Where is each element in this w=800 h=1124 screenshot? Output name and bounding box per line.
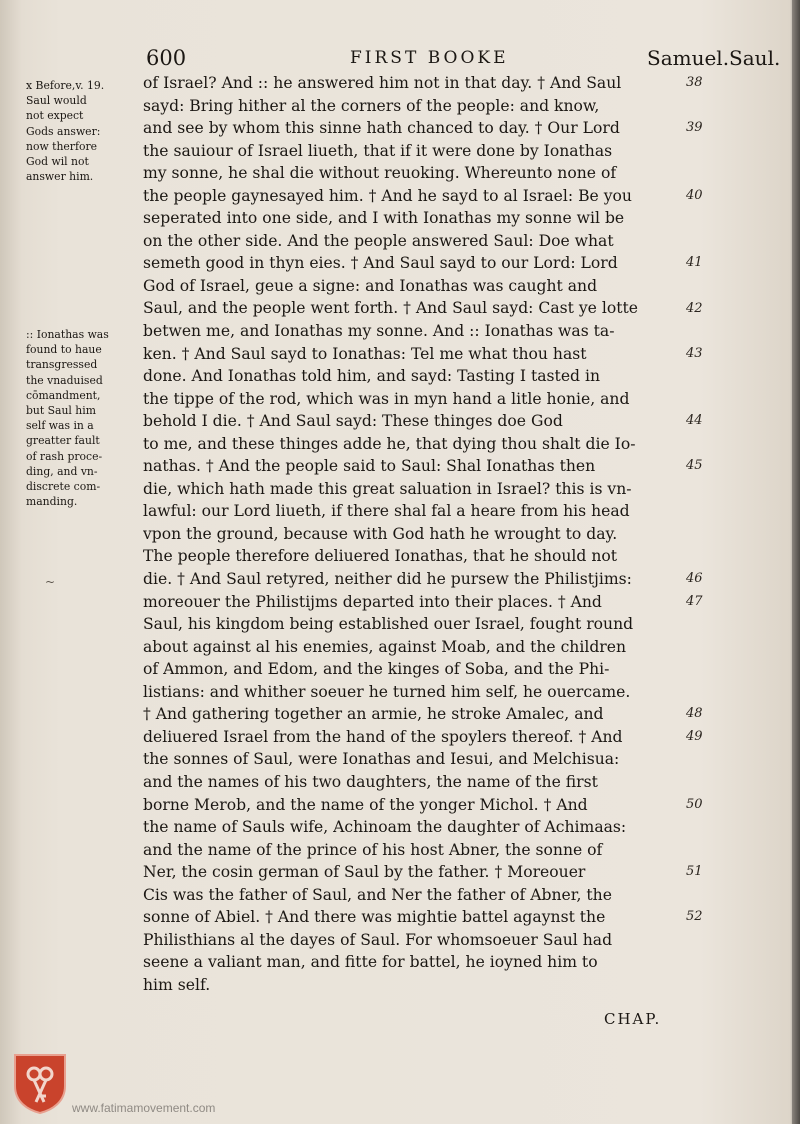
text-line: moreouer the Philistijms departed into their places. † And [143,592,602,611]
verse-number: 51 [686,864,703,880]
text-line: lawful: our Lord liueth, if there shal fal a heare from his head [143,502,630,521]
margin-note-line: God wil not [26,155,89,169]
text-line: nathas. † And the people said to Saul: Shal Ionathas then [143,457,596,476]
text-line: sayd: Bring hither al the corners of the people: and know, [143,96,600,115]
margin-note-line: x Before,v. 19. [26,79,105,92]
text-line: vpon the ground, because with God hath he wrought to day. [143,524,618,543]
margin-note-line: cōmandment, [26,388,101,402]
margin-note-line: discrete com- [26,480,101,494]
text-line: my sonne, he shal die without reuoking. Whereunto none of [143,164,617,183]
text-line: deliuered Israel from the hand of the spoylers thereof. † And [143,727,623,746]
text-line: God of Israel, geue a signe: and Ionathas was caught and [143,276,598,295]
text-line: die. † And Saul retyred, neither did he pursew the Philistjims: [143,570,632,589]
text-line: The people therefore deliuered Ionathas, that he should not [143,547,618,566]
margin-note-before [26,78,138,184]
text-line: of Ammon, and Edom, and the kinges of Soba, and the Phi- [143,660,610,679]
body-text [143,72,683,996]
book-part-title: Samuel.Saul. [647,46,781,70]
text-line: sonne of Abiel. † And there was mightie battel agaynst the [143,908,606,927]
running-head [0,44,800,74]
margin-note-line: answer him. [26,170,94,184]
text-line: on the other side. And the people answered Saul: Doe what [143,231,614,250]
page-edge [792,0,800,1124]
verse-number: 52 [686,909,703,925]
text-line: him self. [143,975,211,994]
margin-note-line: but Saul him [26,404,96,418]
text-line: done. And Ionathas told him, and sayd: Tasting I tasted in [143,367,601,386]
text-line: † And gathering together an armie, he stroke Amalec, and [143,705,604,724]
text-line: Saul, his kingdom being established ouer Israel, fought round [143,615,634,634]
text-line: the tippe of the rod, which was in myn hand a litle honie, and [143,389,630,408]
margin-note-line: of rash proce- [26,449,103,463]
text-line: to me, and these thinges adde he, that dying thou shalt die Io- [143,434,636,453]
text-line: the sauiour of Israel liueth, that if it were done by Ionathas [143,141,613,160]
text-line: die, which hath made this great saluation in Israel? this is vn- [143,479,632,498]
verse-number: 47 [686,593,703,609]
margin-note-line: the vnaduised [26,373,103,387]
text-line: listians: and whither soeuer he turned him self, he ouercame. [143,682,631,701]
text-line: semeth good in thyn eies. † And Saul sayd to our Lord: Lord [143,254,618,273]
verse-number: 44 [686,413,703,429]
margin-note-line: now therfore [26,139,98,153]
text-line: the sonnes of Saul, were Ionathas and Iesui, and Melchisua: [143,750,620,769]
text-line: the people gaynesayed him. † And he sayd to al Israel: Be you [143,186,632,205]
margin-note-line: manding. [26,495,78,509]
text-line: and the names of his two daughters, the name of the first [143,772,598,791]
margin-note-line: Saul would [26,94,87,108]
text-line: the name of Sauls wife, Achinoam the daughter of Achimaas: [143,818,627,837]
verse-number: 43 [686,345,703,361]
text-line: Philisthians al the dayes of Saul. For whomsoeuer Saul had [143,930,613,949]
catchword: CHAP. [604,1010,662,1028]
verse-number: 41 [686,255,703,271]
text-line: ken. † And Saul sayd to Ionathas: Tel me what thou hast [143,344,587,363]
margin-note-line: greatter fault [26,434,100,448]
text-line: about against al his enemies, against Moab, and the children [143,637,627,656]
margin-note-line: ding, and vn- [26,464,98,478]
book-title: FIRST BOOKE [350,48,509,68]
margin-note-line: transgressed [26,358,98,372]
text-line: borne Merob, and the name of the yonger Michol. † And [143,795,588,814]
text-line: and the name of the prince of his host Abner, the sonne of [143,840,603,859]
text-line: and see by whom this sinne hath chanced to day. † Our Lord [143,119,620,138]
fatima-logo [12,1052,68,1114]
text-line: of Israel? And :: he answered him not in that day. † And Saul [143,74,622,92]
margin-note-line: not expect [26,109,84,123]
verse-number: 50 [686,796,703,812]
margin-note-line: :: Ionathas was [26,328,109,341]
text-line: Cis was the father of Saul, and Ner the father of Abner, the [143,885,612,904]
verse-number: 49 [686,728,703,744]
verse-number: 39 [686,120,703,136]
text-line: seene a valiant man, and fitte for battel, he ioyned him to [143,953,598,972]
text-line: Ner, the cosin german of Saul by the father. † Moreouer [143,863,586,882]
verse-number: 46 [686,571,703,587]
text-line: betwen me, and Ionathas my sonne. And :: Ionathas was ta- [143,322,615,341]
verse-number: 38 [686,75,703,90]
text-line: Saul, and the people went forth. † And Saul sayd: Cast ye lotte [143,299,638,318]
page-number: 600 [146,46,187,70]
shield-keys-icon [12,1052,68,1114]
margin-note-line: found to haue [26,343,102,357]
text-line: behold I die. † And Saul sayd: These thinges doe God [143,412,563,431]
margin-note-line: self was in a [26,419,94,433]
verse-number: 48 [686,706,703,722]
verse-number: 40 [686,187,703,203]
verse-number: 45 [686,458,703,474]
margin-note-line: Gods answer: [26,124,101,138]
margin-note-ionathas [26,327,138,509]
text-line: seperated into one side, and I with Ionathas my sonne wil be [143,209,625,228]
verse-number: 42 [686,300,703,316]
watermark-url[interactable]: www.fatimamovement.com [72,1101,216,1115]
stray-mark: ~ [45,575,56,589]
